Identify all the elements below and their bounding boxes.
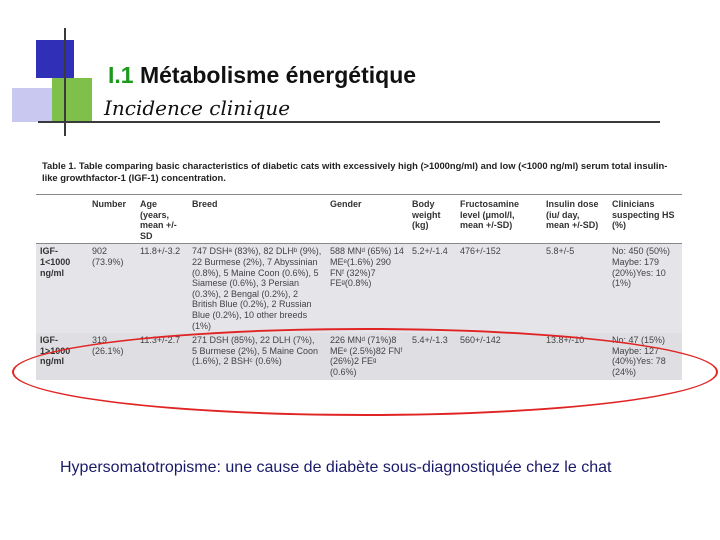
cell-fructosamine: 476+/-152 [456, 244, 542, 333]
cell-gender: 588 MNᵈ (65%) 14 MEᵉ(1.6%) 290 FNᶠ (32%)7 FEᵍ(0.8%) [326, 244, 408, 333]
header-cell: Body weight (kg) [408, 195, 456, 244]
decor-vertical-line [64, 28, 66, 136]
cell-fructosamine: 560+/-142 [460, 335, 501, 346]
header-cell: Clinicians suspecting HS (%) [608, 195, 682, 244]
header-cell: Gender [326, 195, 408, 244]
header-cell: Age (years, mean +/-SD [136, 195, 188, 244]
table-header-row [36, 195, 682, 244]
cell-age: 11.8+/-3.2 [136, 244, 188, 333]
header-cell: Insulin dose (iu/ day, mean +/-SD) [542, 195, 608, 244]
cell-weight: 5.4+/-1.3 [412, 335, 448, 346]
cell-gender: 226 MNᵈ (71%)8 MEᵉ (2.5%)82 FNᶠ (26%)2 FEᵍ (0.6%) [330, 335, 403, 377]
cell-breed: 747 DSHᵃ (83%), 82 DLHᵇ (9%), 22 Burmese (2%), 7 Abyssinian (0.8%), 5 Maine Coon (0.6%), 5 Siamese (0.6%), 3 Persian (0.3%), 2 Bengal (0.2%), 2 British Blue (0.2%), 2 Russian Blue (0.2%), 10 other breeds (1%) [188, 244, 326, 333]
highlight-ellipse [12, 328, 718, 416]
title-text: Métabolisme énergétique [139, 62, 417, 88]
header-cell [36, 195, 88, 244]
table-row [36, 244, 682, 333]
cell-insulin: 13.8+/-10 [546, 335, 585, 346]
header-cell: Breed [188, 195, 326, 244]
slide-subtitle: Incidence clinique [104, 96, 291, 120]
slide-title [108, 62, 416, 89]
cell-weight: 5.2+/-1.4 [408, 244, 456, 333]
cell-clinicians: No: 450 (50%) Maybe: 179 (20%)Yes: 10 (1%) [608, 244, 682, 333]
decor-square-blue [36, 40, 74, 78]
decor-square-green [52, 78, 92, 122]
table-caption: Table 1. Table comparing basic characteristics of diabetic cats with excessively high (>1000ng/ml) and low (<1000 ng/ml) serum total insulin-like growthfactor-1 (IGF-1) concentration. [42, 160, 668, 183]
cell-number: 319 (26.1%) [92, 335, 124, 356]
cell-breed: 271 DSH (85%), 22 DLH (7%), 5 Burmese (2%), 5 Maine Coon (1.6%), 2 BSHᶜ (0.6%) [192, 335, 319, 367]
cell-number: 902 (73.9%) [88, 244, 136, 333]
title-number: I.1 [108, 62, 134, 88]
slide-footer: Hypersomatotropisme: une cause de diabète sous-diagnostiquée chez le chat [60, 459, 612, 476]
cell-insulin: 5.8+/-5 [542, 244, 608, 333]
cell-age: 11.3+/-2.7 [140, 335, 181, 346]
title-underline [38, 121, 660, 123]
cell-clinicians: No: 47 (15%) Maybe: 127 (40%)Yes: 78 (24%) [612, 335, 666, 377]
header-cell: Fructosamine level (μmol/l, mean +/-SD) [456, 195, 542, 244]
row-group: IGF-1<1000 ng/ml [36, 244, 88, 333]
row-group: IGF-1>1000 ng/ml [40, 335, 71, 367]
header-cell: Number [88, 195, 136, 244]
